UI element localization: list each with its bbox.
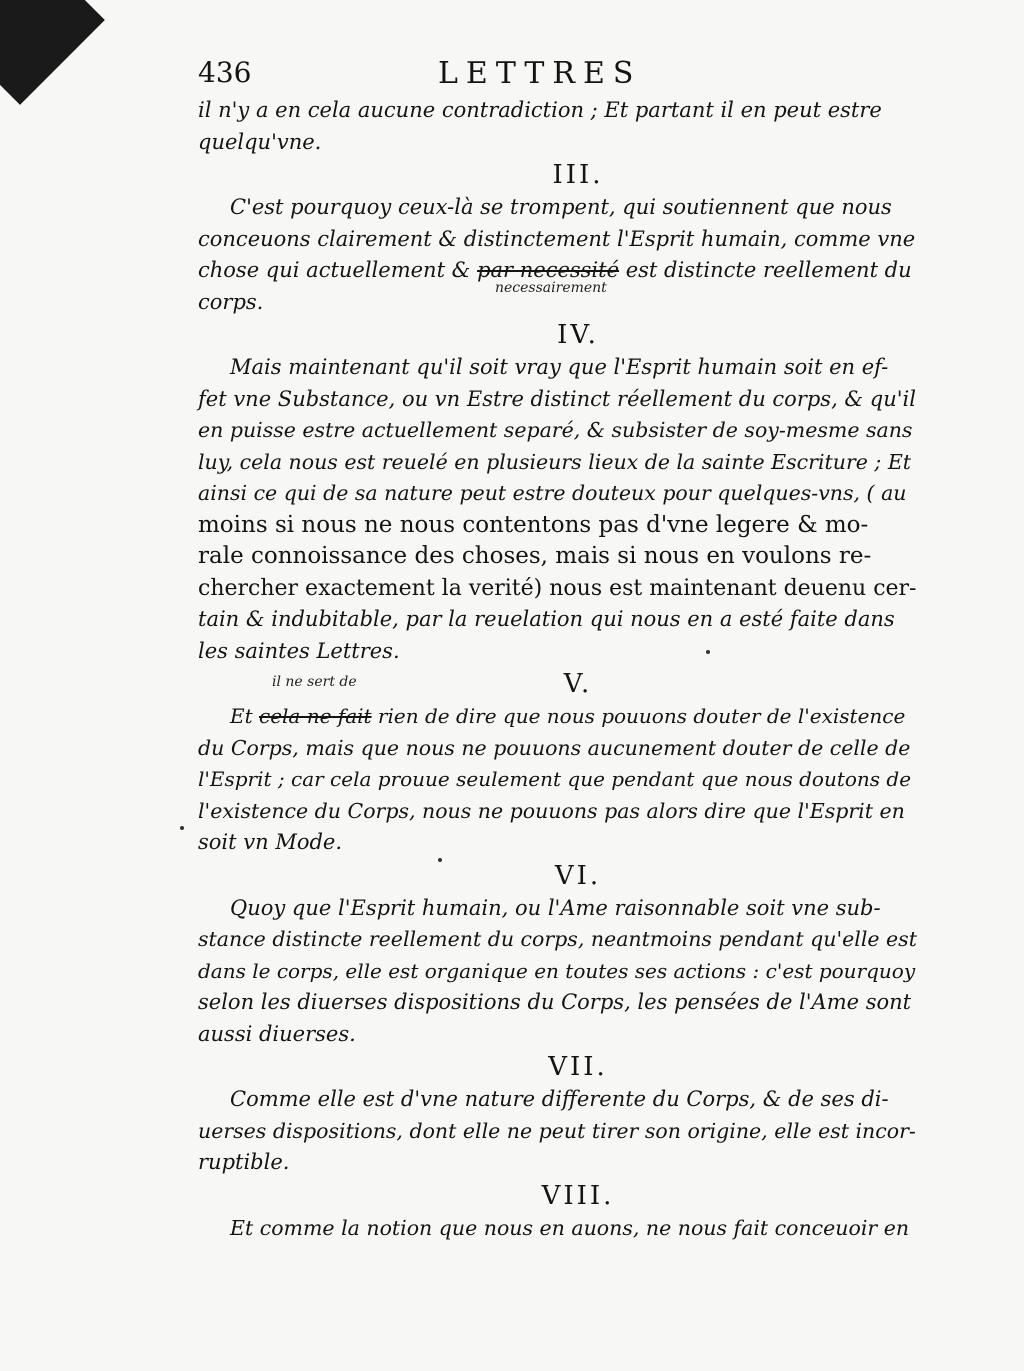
- text-line: les saintes Lettres.: [198, 638, 400, 663]
- text-line: [198, 701, 918, 733]
- section-number: IV.: [557, 320, 599, 350]
- text-line: Mais maintenant qu'il soit vray que l'Esprit humain soit en ef-: [230, 355, 889, 379]
- text-line: fet vne Substance, ou vn Estre distinct réellement du corps, & qu'il: [198, 386, 916, 411]
- section-number: III.: [552, 160, 604, 190]
- text-line: ruptible.: [198, 1150, 290, 1174]
- text-body: [198, 95, 918, 1244]
- text-line: ainsi ce qui de sa nature peut estre douteux pour quelques-vns, ( au: [198, 481, 907, 505]
- handwritten-note-necessairement: necessairement: [495, 280, 607, 296]
- ink-dot: [438, 858, 442, 862]
- page-number: 436: [198, 56, 252, 89]
- scan-corner-shadow: [0, 0, 105, 105]
- text-segment: est distincte reellement du: [619, 258, 912, 282]
- text-line: en puisse estre actuellement separé, & subsister de soy-mesme sans: [198, 418, 913, 442]
- running-title: LETTRES: [438, 56, 642, 91]
- text-line: rale connoissance des choses, mais si nous en voulons re-: [198, 543, 872, 569]
- text-line: l'existence du Corps, nous ne pouuons pas alors dire que l'Esprit en: [198, 798, 905, 823]
- text-line: moins si nous ne nous contentons pas d'vne legere & mo-: [198, 511, 869, 538]
- text-line: corps.: [198, 289, 264, 314]
- text-line: Et comme la notion que nous en auons, ne nous fait conceuoir en: [230, 1215, 910, 1240]
- text-segment: Et: [230, 704, 253, 728]
- text-line: Comme elle est d'vne nature differente du Corps, & de ses di-: [230, 1087, 889, 1111]
- page-header: [198, 56, 918, 92]
- section-number: VI.: [554, 860, 602, 891]
- text-line: Quoy que l'Esprit humain, ou l'Ame raisonnable soit vne sub-: [230, 895, 881, 920]
- text-line: stance distincte reellement du corps, neantmoins pendant qu'elle est: [198, 927, 917, 951]
- text-line: selon les diuerses dispositions du Corps, les pensées de l'Ame sont: [198, 990, 912, 1014]
- ink-dot: [180, 826, 184, 830]
- text-segment: chose qui actuellement &: [198, 258, 471, 282]
- text-line: uerses dispositions, dont elle ne peut tirer son origine, elle est incor-: [198, 1118, 916, 1143]
- text-line: luy, cela nous est reuelé en plusieurs lieux de la sainte Escriture ; Et: [198, 449, 912, 474]
- text-line: aussi diuerses.: [198, 1021, 356, 1046]
- text-line: dans le corps, elle est organique en toutes ses actions : c'est pourquoy: [198, 958, 916, 983]
- handwritten-note-il-ne-sert-de: il ne sert de: [272, 674, 357, 690]
- text-segment: rien de dire que nous pouuons douter de l'existence: [371, 704, 906, 728]
- section-number: VII.: [548, 1052, 608, 1082]
- section-number: VIII.: [541, 1180, 615, 1211]
- section-number: V.: [563, 669, 593, 699]
- struck-text: par necessité: [477, 258, 620, 282]
- text-line: soit vn Mode.: [198, 830, 343, 854]
- text-line: quelqu'vne.: [198, 129, 322, 154]
- text-line: C'est pourquoy ceux-là se trompent, qui soutiennent que nous: [230, 195, 892, 219]
- text-line: conceuons clairement & distinctement l'Esprit humain, comme vne: [198, 226, 916, 251]
- text-line: du Corps, mais que nous ne pouuons aucunement douter de celle de: [198, 735, 911, 760]
- struck-text: cela ne fait: [259, 704, 372, 728]
- ink-dot: [706, 650, 710, 654]
- text-line: tain & indubitable, par la reuelation qui nous en a esté faite dans: [198, 607, 895, 631]
- text-line: il n'y a en cela aucune contradiction ; Et partant il en peut estre: [198, 98, 882, 122]
- text-line: l'Esprit ; car cela prouue seulement que pendant que nous doutons de: [198, 767, 912, 791]
- text-line: chercher exactement la verité) nous est maintenant deuenu cer-: [198, 575, 917, 601]
